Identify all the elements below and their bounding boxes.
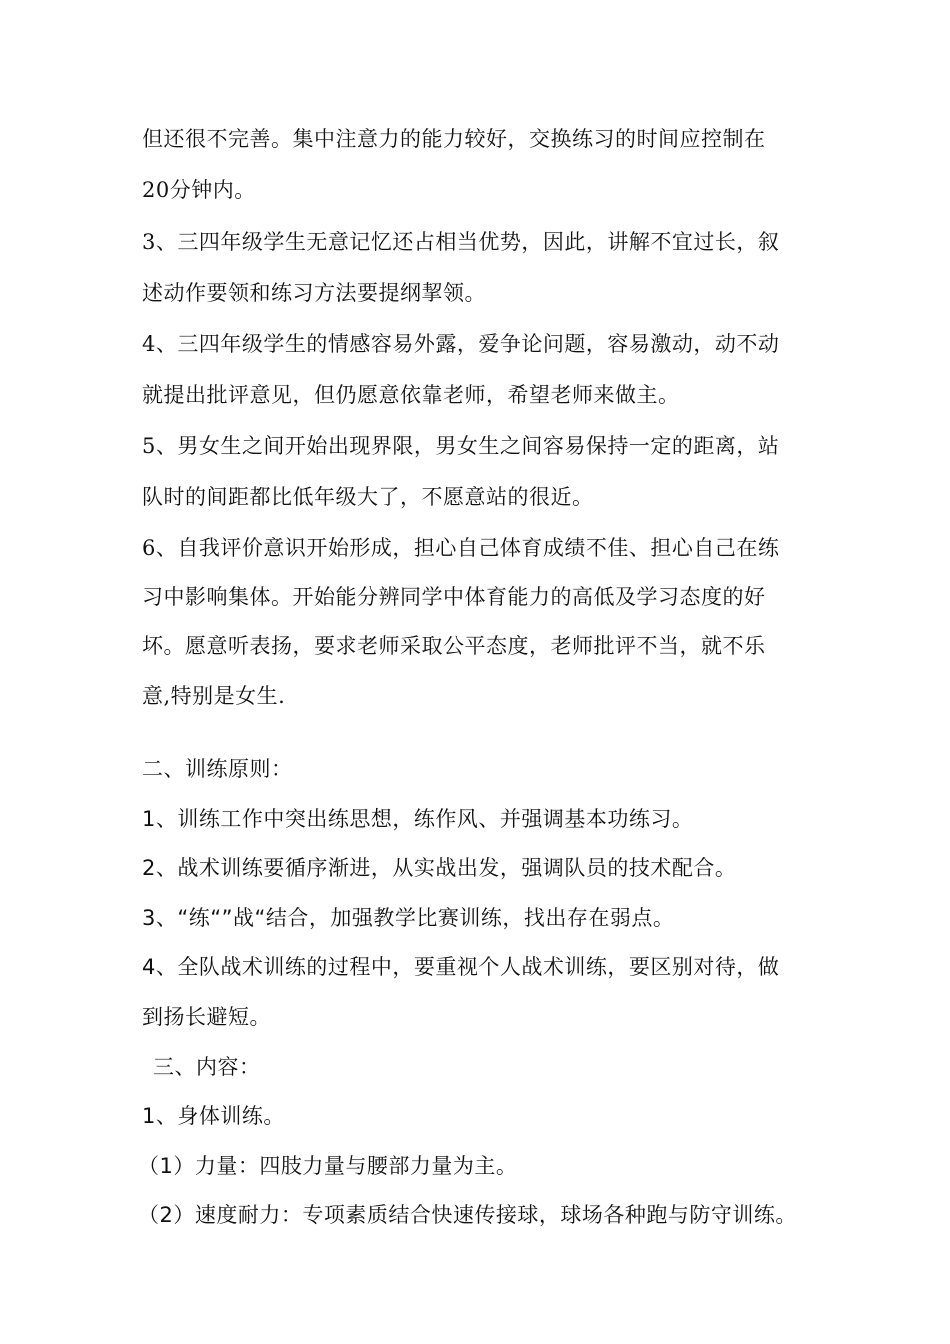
paragraph-line: 20分钟内。: [142, 178, 256, 202]
content-item: （2）速度耐力：专项素质结合快速传接球，球场各种跑与防守训练。: [138, 1203, 797, 1227]
principle-item: 2、战术训练要循序渐进，从实战出发，强调队员的技术配合。: [142, 856, 737, 880]
paragraph-line: 意,特别是女生.: [142, 684, 286, 708]
paragraph-line: 述动作要领和练习方法要提纲挈领。: [142, 281, 486, 305]
principle-item: 1、训练工作中突出练思想，练作风、并强调基本功练习。: [142, 807, 694, 831]
paragraph-line: 到扬长避短。: [142, 1005, 271, 1029]
principle-item: 3、“练“”战“结合，加强教学比赛训练，找出存在弱点。: [142, 906, 675, 930]
paragraph-line: 4、三四年级学生的情感容易外露，爱争论问题，容易激动，动不动: [142, 332, 780, 356]
paragraph-line: 6、自我评价意识开始形成，担心自己体育成绩不佳、担心自己在练: [142, 536, 780, 560]
paragraph-line: 3、三四年级学生无意记忆还占相当优势，因此，讲解不宜过长，叙: [142, 230, 780, 254]
paragraph-line: 5、男女生之间开始出现界限，男女生之间容易保持一定的距离，站: [142, 434, 780, 458]
paragraph-line: 坏。愿意听表扬，要求老师采取公平态度，老师批评不当，就不乐: [142, 634, 766, 658]
section-heading: 二、训练原则：: [142, 757, 293, 781]
content-item: 1、身体训练。: [142, 1104, 285, 1128]
paragraph-line: 就提出批评意见，但仍愿意依靠老师，希望老师来做主。: [142, 383, 680, 407]
section-heading: 三、内容：: [153, 1055, 261, 1079]
principle-item: 4、全队战术训练的过程中，要重视个人战术训练，要区别对待，做: [142, 955, 780, 979]
paragraph-line: 但还很不完善。集中注意力的能力较好，交换练习的时间应控制在: [142, 127, 766, 151]
paragraph-line: 习中影响集体。开始能分辨同学中体育能力的高低及学习态度的好: [142, 585, 766, 609]
content-item: （1）力量：四肢力量与腰部力量为主。: [138, 1154, 518, 1178]
paragraph-line: 队时的间距都比低年级大了，不愿意站的很近。: [142, 485, 594, 509]
